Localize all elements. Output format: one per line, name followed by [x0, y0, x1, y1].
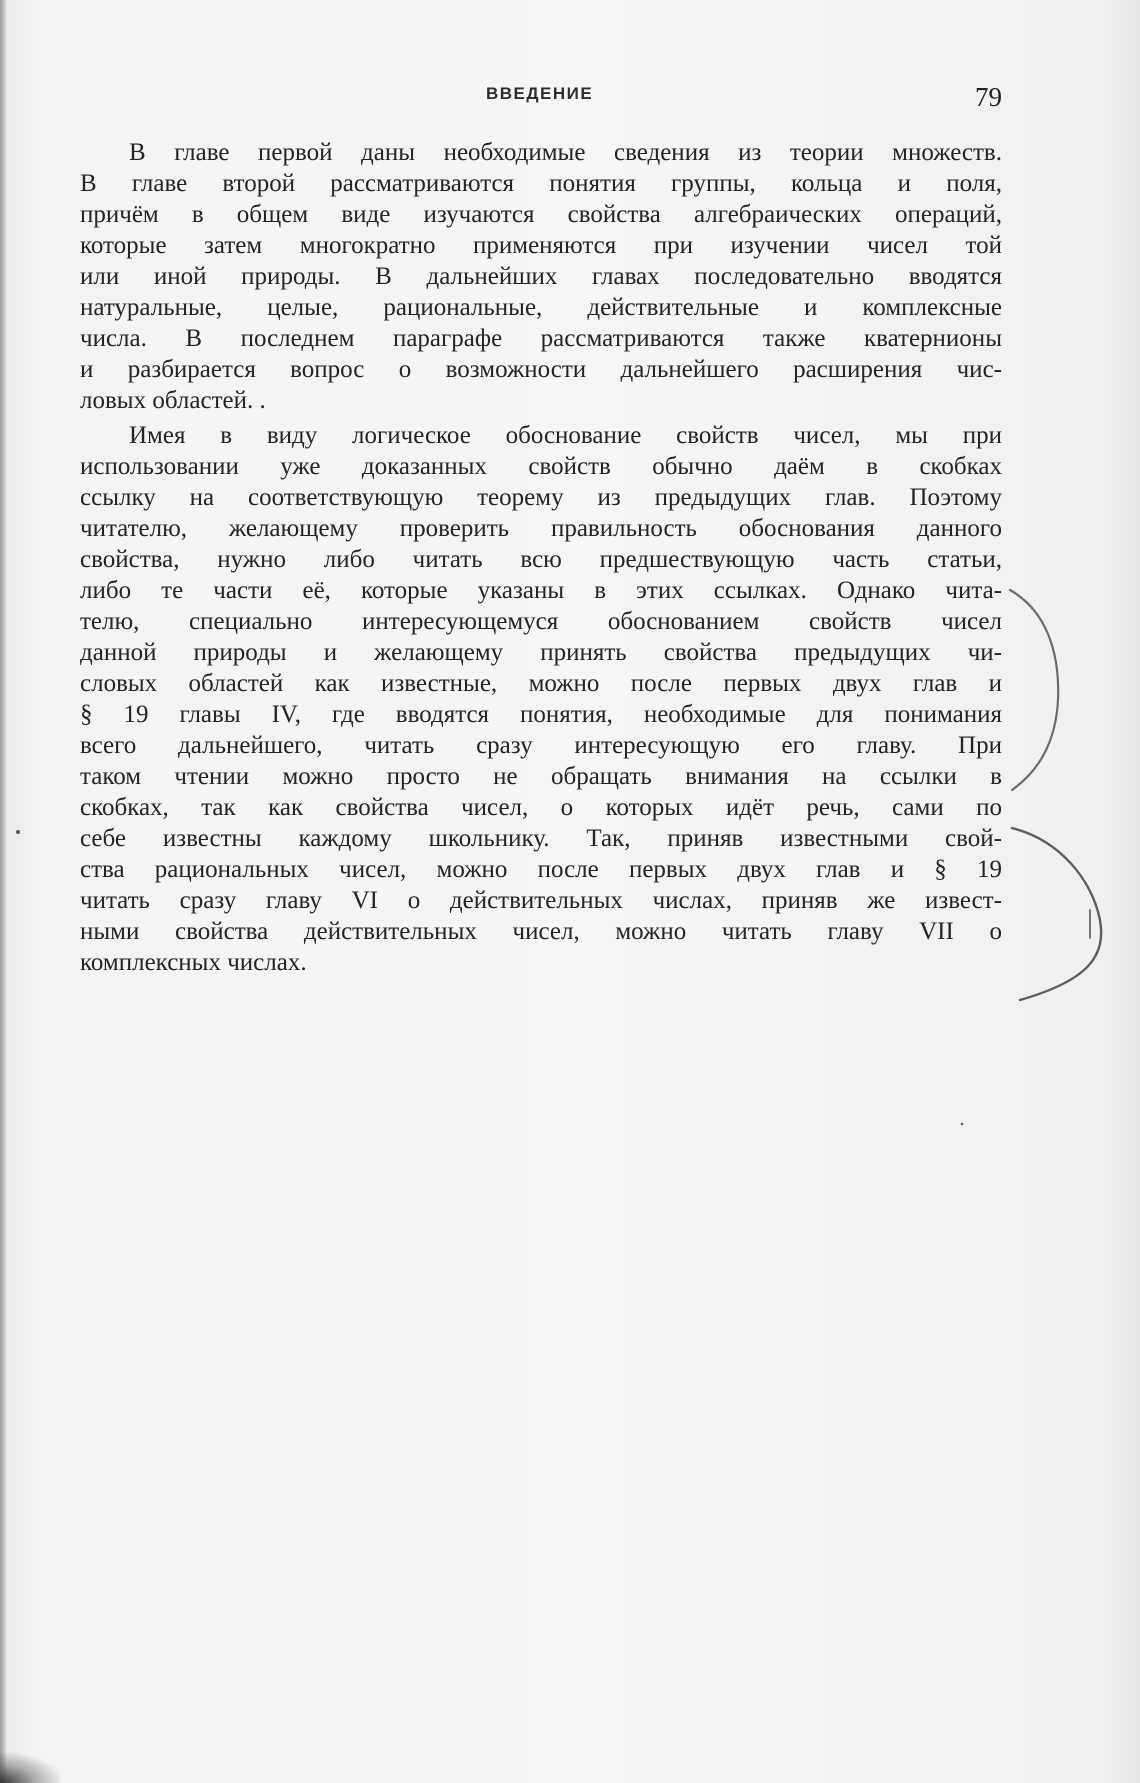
text-line: себе известны каждому школьнику. Так, приняв известными свой- — [80, 825, 1002, 852]
text-line: числа. В последнем параграфе рассматриваются также кватернионы — [80, 325, 1002, 352]
text-line: причём в общем виде изучаются свойства алгебраических операций, — [80, 201, 1002, 228]
text-line: словых областей как известные, можно после первых двух глав и — [80, 670, 1002, 697]
text-line: комплексных числах. — [80, 949, 307, 976]
margin-dot — [16, 830, 20, 834]
text-line: таком чтении можно просто не обращать внимания на ссылки в — [80, 763, 1002, 790]
running-title: ВВЕДЕНИЕ — [486, 84, 594, 103]
body-text — [80, 137, 1002, 978]
margin-bracket-upper — [1010, 590, 1058, 790]
text-line: натуральные, целые, рациональные, действительные и комплексные — [80, 294, 1002, 321]
text-line: телю, специально интересующемуся обоснованием свойств чисел — [80, 608, 1002, 635]
page-number: 79 — [975, 82, 1002, 112]
page-speck — [961, 1123, 964, 1126]
text-line: либо те части её, которые указаны в этих ссылках. Однако чита- — [80, 577, 1002, 604]
text-line: читать сразу главу VI о действительных числах, приняв же извест- — [80, 887, 1002, 914]
text-line: всего дальнейшего, читать сразу интересующую его главу. При — [80, 732, 1002, 759]
paragraph — [80, 420, 1002, 978]
text-line: ссылку на соответствующую теорему из предыдущих глав. Поэтому — [80, 484, 1002, 511]
text-line: В главе первой даны необходимые сведения из теории множеств. — [129, 139, 1002, 166]
text-line: свойства, нужно либо читать всю предшествующую часть статьи, — [80, 546, 1002, 573]
margin-bracket-lower — [1012, 828, 1101, 1000]
text-line: читателю, желающему проверить правильность обоснования данного — [80, 515, 1002, 542]
text-line: которые затем многократно применяются при изучении чисел той — [80, 232, 1002, 259]
text-line: использовании уже доказанных свойств обычно даём в скобках — [80, 453, 1002, 480]
page-spine-edge — [0, 0, 6, 1783]
text-line: и разбирается вопрос о возможности дальнейшего расширения чис- — [80, 356, 1002, 383]
text-line: скобках, так как свойства чисел, о которых идёт речь, сами по — [80, 794, 1002, 821]
text-line: В главе второй рассматриваются понятия группы, кольца и поля, — [80, 170, 1002, 197]
text-line: ными свойства действительных чисел, можно читать главу VII о — [80, 918, 1002, 945]
text-line: Имея в виду логическое обоснование свойств чисел, мы при — [129, 422, 1002, 449]
text-line: ловых областей. . — [80, 387, 266, 414]
scan-corner-shadow — [0, 1753, 60, 1783]
paragraph — [80, 137, 1002, 416]
text-line: ства рациональных чисел, можно после первых двух глав и § 19 — [80, 856, 1002, 883]
text-line: § 19 главы IV, где вводятся понятия, необходимые для понимания — [80, 701, 1002, 728]
text-line: или иной природы. В дальнейших главах последовательно вводятся — [80, 263, 1002, 290]
text-line: данной природы и желающему принять свойства предыдущих чи- — [80, 639, 1002, 666]
